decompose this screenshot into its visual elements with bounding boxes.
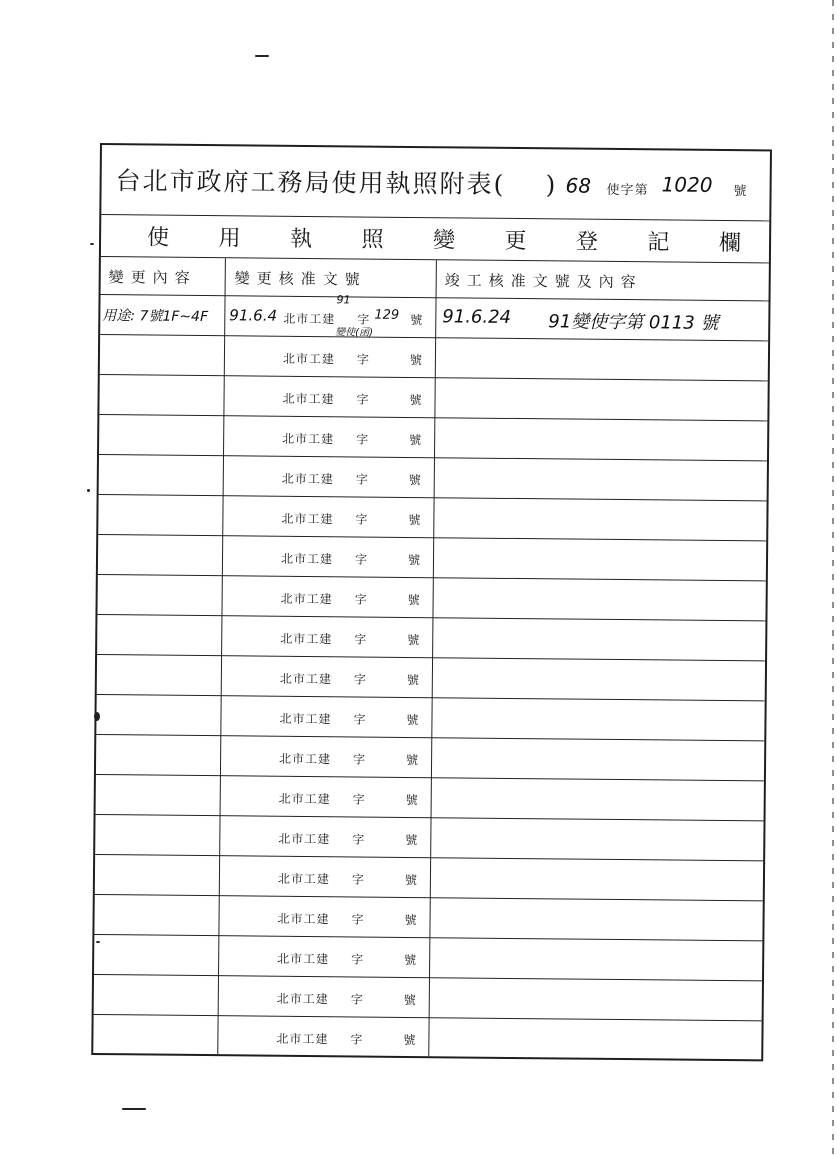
cell-completion-approval [433, 578, 769, 621]
approval-suffix: 號 [408, 472, 421, 488]
cell-change-content [101, 455, 223, 496]
cell-change-content [98, 695, 220, 736]
approval-suffix: 號 [408, 512, 421, 528]
license-number-value: 1020 [661, 172, 713, 197]
cell-change-content [96, 935, 218, 976]
table-row [97, 575, 765, 621]
approval-suffix: 號 [409, 352, 423, 368]
column-header-change-content [109, 257, 224, 296]
table-row [95, 855, 763, 901]
license-number-prefix-handwritten: 68 [565, 173, 592, 198]
cell-completion-approval [433, 658, 769, 701]
approval-suffix: 號 [407, 592, 420, 608]
cell-completion-approval [432, 698, 768, 741]
cell-change-content [101, 415, 223, 456]
approval-prefix: 北市工建 [280, 551, 334, 567]
approval-note-handwritten: 變使(函) [335, 327, 374, 339]
cell-completion-approval [430, 978, 766, 1021]
completion-number: 91變使字第 0113 號 [548, 311, 719, 334]
table-row [98, 495, 766, 541]
cell-change-content [99, 575, 221, 616]
table-row [100, 295, 768, 341]
approval-zi: 字 [356, 432, 369, 447]
approval-zi: 字 [350, 1032, 363, 1047]
approval-zi: 字 [353, 672, 366, 687]
cell-change-approval-no [220, 856, 430, 898]
cell-completion-approval [434, 498, 770, 541]
column-header-completion-approval [445, 260, 765, 301]
section-header-char: 變 [432, 228, 456, 254]
approval-zi: 字 [356, 392, 369, 407]
table-row [96, 695, 764, 741]
form-title-text: 台北市政府工務局使用執照附表 [115, 166, 494, 199]
cell-completion-approval [433, 618, 769, 661]
approval-suffix: 號 [406, 752, 419, 768]
scan-speck [255, 55, 269, 57]
approval-prefix: 北市工建 [276, 991, 329, 1007]
cell-change-content [101, 375, 223, 416]
approval-prefix: 北市工建 [282, 351, 336, 367]
table-row [96, 735, 764, 781]
cell-change-content [95, 1015, 217, 1056]
approval-suffix: 號 [405, 832, 418, 848]
approval-prefix: 北市工建 [280, 591, 333, 607]
approval-zi: 字 [356, 352, 370, 367]
cell-change-approval-no [220, 816, 430, 858]
table-row [94, 935, 762, 981]
cell-change-content [96, 895, 218, 936]
approval-prefix: 北市工建 [277, 911, 330, 927]
cell-change-approval-no [221, 696, 431, 738]
license-attachment-form [91, 143, 772, 1061]
cell-completion-approval [431, 818, 767, 861]
cell-change-approval-no [221, 776, 431, 818]
cell-change-content [97, 815, 219, 856]
cell-change-content [99, 655, 221, 696]
cell-change-approval-no [222, 616, 432, 658]
approval-suffix: 號 [407, 552, 421, 568]
cell-completion-approval [434, 538, 770, 581]
change-content-text: 用途: 7號1F~4F [102, 308, 209, 326]
cell-change-content [99, 615, 221, 656]
section-header-char: 用 [218, 226, 241, 252]
approval-suffix: 號 [403, 1032, 416, 1048]
cell-change-content [100, 535, 222, 576]
approval-zi: 字 [351, 952, 364, 967]
approval-prefix: 北市工建 [279, 711, 332, 727]
approval-zi: 字 [351, 912, 364, 927]
column-header-change-content-text: 變更內容 [108, 267, 197, 287]
column-header-change-approval-no-text: 變更核准文號 [234, 268, 367, 289]
table-row [100, 335, 768, 381]
cell-completion-approval [435, 458, 771, 501]
approval-suffix: 號 [405, 792, 418, 808]
cell-change-approval-no [224, 376, 434, 418]
scan-speck [90, 243, 94, 245]
section-header-char: 使 [146, 225, 170, 251]
approval-suffix: 號 [404, 952, 417, 968]
cell-change-approval-no [224, 416, 434, 458]
scan-speck [87, 489, 90, 492]
approval-number: 129 [374, 307, 400, 323]
approval-prefix: 北市工建 [281, 471, 334, 487]
cell-completion-approval [429, 1018, 765, 1061]
cell-change-approval-no [222, 656, 432, 698]
approval-zi: 字 [353, 752, 366, 767]
approval-zi: 字 [354, 552, 368, 567]
table-row [93, 1015, 761, 1061]
approval-prefix: 北市工建 [282, 431, 335, 447]
cell-completion-approval [436, 338, 772, 381]
scan-speck [122, 1108, 146, 1110]
approval-prefix: 北市工建 [277, 871, 331, 887]
section-header-char: 登 [575, 229, 599, 255]
section-header [101, 215, 769, 263]
completion-date: 91.6.24 [442, 306, 512, 328]
approval-prefix: 北市工建 [279, 751, 332, 767]
cell-change-approval-no [221, 736, 431, 778]
table-row [96, 775, 764, 821]
approval-suffix: 號 [406, 712, 419, 728]
cell-completion-approval [435, 378, 771, 421]
cell-change-approval-no [219, 896, 429, 938]
approval-prefix: 北市工建 [281, 511, 334, 527]
approval-zi: 字 [354, 592, 367, 607]
title-row [101, 145, 770, 221]
cell-change-approval-no [223, 496, 433, 538]
cell-change-content [98, 775, 220, 816]
approval-suffix: 號 [407, 632, 420, 648]
approval-prefix: 北市工建 [278, 831, 331, 847]
cell-change-approval-no [224, 456, 434, 498]
approval-zi: 字 [351, 872, 365, 887]
table-row [98, 535, 766, 581]
cell-change-content [97, 855, 219, 896]
approval-prefix: 北市工建 [278, 791, 331, 807]
approval-prefix: 北市工建 [283, 311, 336, 327]
cell-change-content [100, 495, 222, 536]
table-row [95, 815, 763, 861]
approval-suffix: 號 [410, 312, 423, 328]
table-row [97, 655, 765, 701]
table-row [99, 415, 767, 461]
approval-zi: 字 [350, 992, 363, 1007]
approval-zi: 字 [355, 472, 368, 487]
table-row [94, 975, 762, 1021]
cell-change-approval-no [218, 1016, 428, 1058]
table-row [99, 375, 767, 421]
approval-year-handwritten: 91 [336, 293, 351, 307]
approval-prefix: 北市工建 [282, 391, 335, 407]
cell-change-content [102, 295, 224, 336]
column-header-completion-approval-text: 竣工核准文號及內容 [444, 270, 643, 291]
cell-completion-approval [432, 738, 768, 781]
approval-zi: 字 [352, 832, 365, 847]
cell-change-approval-no [223, 536, 433, 578]
section-header-char: 照 [361, 227, 384, 253]
cell-completion-approval [431, 858, 767, 901]
approval-prefix: 北市工建 [277, 951, 330, 967]
table-row [99, 455, 767, 501]
cell-completion-approval [430, 938, 766, 981]
cell-change-approval-no [219, 936, 429, 978]
cell-change-approval-no [225, 336, 435, 378]
approval-suffix: 號 [404, 872, 418, 888]
approval-zi: 字 [355, 512, 368, 527]
cell-change-content [102, 335, 224, 376]
license-number-suffix: 號 [733, 184, 747, 200]
approval-suffix: 號 [406, 672, 419, 688]
section-header-char: 記 [647, 230, 670, 256]
cell-completion-approval [436, 298, 772, 341]
approval-suffix: 號 [409, 432, 422, 448]
license-number-word: 使字第 [606, 182, 649, 199]
cell-change-approval-no [225, 293, 435, 339]
approval-prefix: 北市工建 [276, 1031, 329, 1047]
approval-prefix: 北市工建 [280, 631, 333, 647]
scan-edge-line [832, 0, 834, 1155]
cell-change-approval-no [222, 576, 432, 618]
section-header-char: 執 [289, 226, 313, 253]
column-header-change-approval-no [235, 258, 435, 298]
approval-prefix: 北市工建 [279, 671, 332, 687]
approval-suffix: 號 [403, 992, 416, 1008]
section-header-char: 更 [504, 228, 527, 255]
cell-completion-approval [430, 898, 766, 941]
title-paren-open: ( [493, 169, 504, 199]
approval-zi: 字 [357, 312, 370, 327]
cell-change-content [96, 975, 218, 1016]
table-row [97, 615, 765, 661]
cell-completion-approval [432, 778, 768, 821]
cell-completion-approval [435, 418, 771, 461]
cell-change-approval-no [219, 976, 429, 1018]
section-header-char: 欄 [718, 230, 742, 257]
table-row [94, 895, 762, 941]
approval-suffix: 號 [404, 912, 417, 928]
approval-zi: 字 [353, 712, 366, 727]
approval-zi: 字 [354, 632, 367, 647]
approval-suffix: 號 [409, 392, 422, 408]
cell-change-content [98, 735, 220, 776]
approval-date: 91.6.4 [229, 306, 278, 325]
title-paren-close: ) [545, 170, 556, 200]
approval-zi: 字 [352, 792, 365, 807]
form-title [115, 161, 571, 201]
